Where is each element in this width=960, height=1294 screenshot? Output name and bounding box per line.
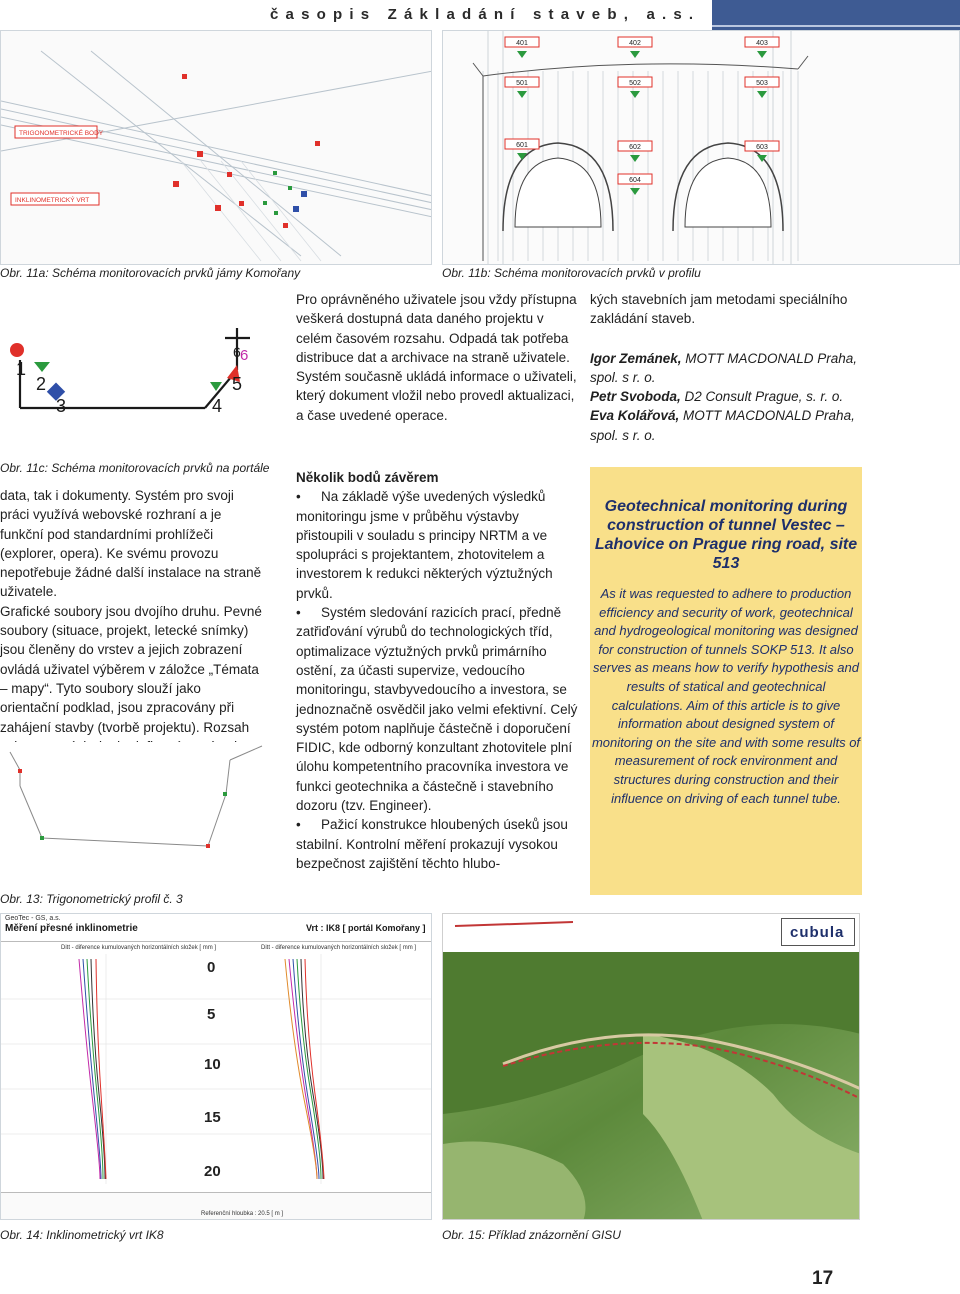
figure-11b bbox=[442, 30, 960, 265]
label-3: 3 bbox=[56, 396, 67, 416]
depth-0: 0 bbox=[207, 959, 216, 976]
label-5: 5 bbox=[232, 374, 243, 394]
depth-15: 15 bbox=[204, 1109, 221, 1126]
author-1-name: Igor Zemánek, bbox=[590, 350, 682, 366]
figure-14-title: Měření přesné inklinometrie bbox=[5, 923, 138, 934]
point-502: 502 bbox=[629, 80, 641, 87]
bullet-1: • Na základě výše uvedených výsledků monitoringu jsme v průběhu výstavby přistoupili v souladu s principy NRTM a ve spolupráci s projektantem, zhotovitelem a investorem k redukci některých výztužných prvků. bbox=[296, 489, 553, 601]
label-6-number: 6 bbox=[233, 344, 241, 360]
point-503: 503 bbox=[756, 80, 768, 87]
point-403: 403 bbox=[756, 40, 768, 47]
point-402: 402 bbox=[629, 40, 641, 47]
point-501: 501 bbox=[516, 80, 528, 87]
label-6: 6 bbox=[240, 347, 249, 364]
bullet-3-text: Pažicí konstrukce hloubených úseků jsou stabilní. Kontrolní měření prokazují vysokou bezpečnost zajištění těchto hlubo- bbox=[296, 817, 568, 871]
paragraph-access: Pro oprávněného uživatele jsou vždy přístupna veškerá dostupná data daného projektu v celém časovém rozsahu. Odpadá tak potřeba distribuce dat a archivace na straně uživatele. Systém současně ukládá informace o uživateli, který dokument vložil nebo provedl aktualizaci, a čase uvedené operace. bbox=[296, 292, 577, 423]
figure-11b-caption: Obr. 11b: Schéma monitorovacích prvků v profilu bbox=[442, 266, 701, 280]
label-1: 1 bbox=[16, 359, 27, 379]
figure-11a-caption: Obr. 11a: Schéma monitorovacích prvků jámy Komořany bbox=[0, 266, 301, 280]
author-3-org: MOTT MACDONALD Praha, spol. s r. o. bbox=[590, 408, 855, 443]
figure-13-drawing bbox=[0, 742, 266, 882]
point-603: 603 bbox=[756, 144, 768, 151]
label-4: 4 bbox=[212, 396, 223, 416]
figure-14 bbox=[0, 913, 432, 1220]
depth-10: 10 bbox=[204, 1056, 221, 1073]
depth-5: 5 bbox=[207, 1006, 216, 1023]
author-3-name: Eva Kolářová, bbox=[590, 408, 680, 424]
figure-15 bbox=[442, 913, 860, 1220]
author-2 bbox=[590, 387, 862, 406]
english-abstract-box bbox=[590, 467, 862, 895]
figure-11c-caption: Obr. 11c: Schéma monitorovacích prvků na portále bbox=[0, 461, 270, 475]
author-1 bbox=[590, 349, 862, 388]
point-401: 401 bbox=[516, 40, 528, 47]
label-2: 2 bbox=[36, 374, 47, 394]
cubula-logo bbox=[781, 918, 855, 946]
conclusions-heading: Několik bodů závěrem bbox=[296, 470, 439, 485]
point-601: 601 bbox=[516, 142, 528, 149]
paragraph-graphic-files: Grafické soubory jsou dvojího druhu. Pevné soubory (situace, projekt, letecké snímky) jsou členěny do vrstev a jejich zobrazení ovládá uživatel výběrem v záložce „Témata – mapy“. Tyto soubory slouží jako orientační podklad, jsou zpracovány při zahájení stavby (tvorbě projektu). Rozsah bbox=[0, 603, 262, 735]
figure-15-caption: Obr. 15: Příklad znázornění GISU bbox=[442, 1228, 621, 1242]
figure-14-legend bbox=[1, 1192, 432, 1220]
depth-20: 20 bbox=[204, 1163, 221, 1180]
mid-column-top-text bbox=[296, 290, 578, 425]
figure-11c-drawing bbox=[0, 290, 280, 455]
page-number: 17 bbox=[812, 1268, 834, 1289]
figure-13-caption: Obr. 13: Trigonometrický profil č. 3 bbox=[0, 892, 183, 906]
figure-14-header bbox=[1, 914, 432, 942]
author-2-name: Petr Svoboda, bbox=[590, 389, 681, 405]
author-1-org: MOTT MACDONALD Praha, spol. s r. o. bbox=[590, 350, 858, 385]
journal-header-logo-bar bbox=[712, 0, 960, 30]
figure-11c bbox=[0, 290, 280, 455]
author-2-org: D2 Consult Prague, s. r. o. bbox=[680, 389, 844, 405]
author-3 bbox=[590, 406, 862, 445]
figure-11a-drawing bbox=[1, 31, 432, 265]
figure-14-borehole: Vrt : IK8 [ portál Komořany ] bbox=[306, 923, 426, 933]
figure-14-footer-label: Referenční hloubka : 20.5 [ m ] bbox=[201, 1211, 284, 1217]
bullet-2-text: Systém sledování razicích prací, předně zatřiďování výrubů do technologických tříd, optimalizace výztužných prvků primárního ostění, za účasti supervize, vedoucího monitoringu, stavbyvedoucího a investora, se jednoznačně osvědčil jako velmi efektivní. Celý systém potom naplňuje částečně i doporučení FIDIC, kde odborný konzultant zhotovitele plní úlohu kompetentního pracovníka investora ve funkci geotechnika a částečně i stavebního dozoru (tzv. Engineer). bbox=[296, 605, 578, 814]
figure-14-axis-b: Ditt - diference kumulovaných horizontálních složek [ mm ] bbox=[261, 945, 417, 951]
paragraph-conclusion-end: kých stavebních jam metodami speciálního zakládání staveb. bbox=[590, 292, 848, 327]
figure-14-caption: Obr. 14: Inklinometrický vrt IK8 bbox=[0, 1228, 164, 1242]
figure-14-company: GeoTec - GS, a.s. bbox=[5, 915, 61, 922]
bullet-3: • Pažicí konstrukce hloubených úseků jsou stabilní. Kontrolní měření prokazují vysokou bezpečnost zajištění těchto hlubo- bbox=[296, 817, 568, 871]
mid-column-text bbox=[296, 468, 578, 873]
figure-14-axis-a: Ditt - diference kumulovaných horizontálních složek [ mm ] bbox=[61, 945, 217, 951]
right-column-top-text bbox=[590, 290, 862, 445]
figure-15-map bbox=[443, 914, 860, 1220]
figure-13 bbox=[0, 742, 266, 882]
bullet-1-text: Na základě výše uvedených výsledků monitoringu jsme v průběhu výstavby přistoupili v souladu s principy NRTM a ve spolupráci s projektantem, zhotovitelem a investorem k redukci některých výztužných prvků. bbox=[296, 489, 553, 601]
paragraph-web-interface: data, tak i dokumenty. Systém pro svoji práci využívá webovské rozhraní a je funkční pod standardními prohlížeči (explorer, opera). Ke svému provozu nepotřebuje žádné další instalace na straně uživatele. bbox=[0, 488, 262, 600]
figure-14-plot bbox=[1, 954, 432, 1184]
label-inclinometer: INKLINOMETRICKÝ VRT bbox=[15, 197, 90, 204]
figure-11b-drawing bbox=[443, 31, 960, 265]
point-604: 604 bbox=[629, 177, 641, 184]
point-602: 602 bbox=[629, 144, 641, 151]
figure-11a bbox=[0, 30, 432, 265]
label-trig-points: TRIGONOMETRICKÉ BODY bbox=[19, 130, 104, 137]
journal-header-title: časopis Základání staveb, a.s. bbox=[270, 6, 701, 23]
abstract-title: Geotechnical monitoring during construction of tunnel Vestec – Lahovice on Prague ring road, site 513 bbox=[594, 498, 858, 572]
cubula-logo-text: cubula bbox=[790, 924, 845, 941]
abstract-text: As it was requested to adhere to production efficiency and security of work, geotechnical and hydrogeological monitoring was designed for construction of tunnels SOKP 513. It also serves as means how to verify hypothesis and results of statical and geotechnical calculations. Aim of this article is to give information about designed system of monitoring on the site and with some results of measurement of rock environment and structures during construction and their influence on driving of each tunnel tube. bbox=[591, 586, 861, 806]
bullet-2: • Systém sledování razicích prací, předně zatřiďování výrubů do technologických tříd, optimalizace výztužných prvků primárního ostění, za účasti supervize, vedoucího monitoringu, stavbyvedoucího a investora, se jednoznačně osvědčil jako velmi efektivní. Celý systém potom naplňuje částečně i doporučení FIDIC, kde odborný konzultant zhotovitele plní úlohu kompetentního pracovníka investora ve funkci geotechnika a částečně i stavebního dozoru (tzv. Engineer). bbox=[296, 605, 578, 814]
